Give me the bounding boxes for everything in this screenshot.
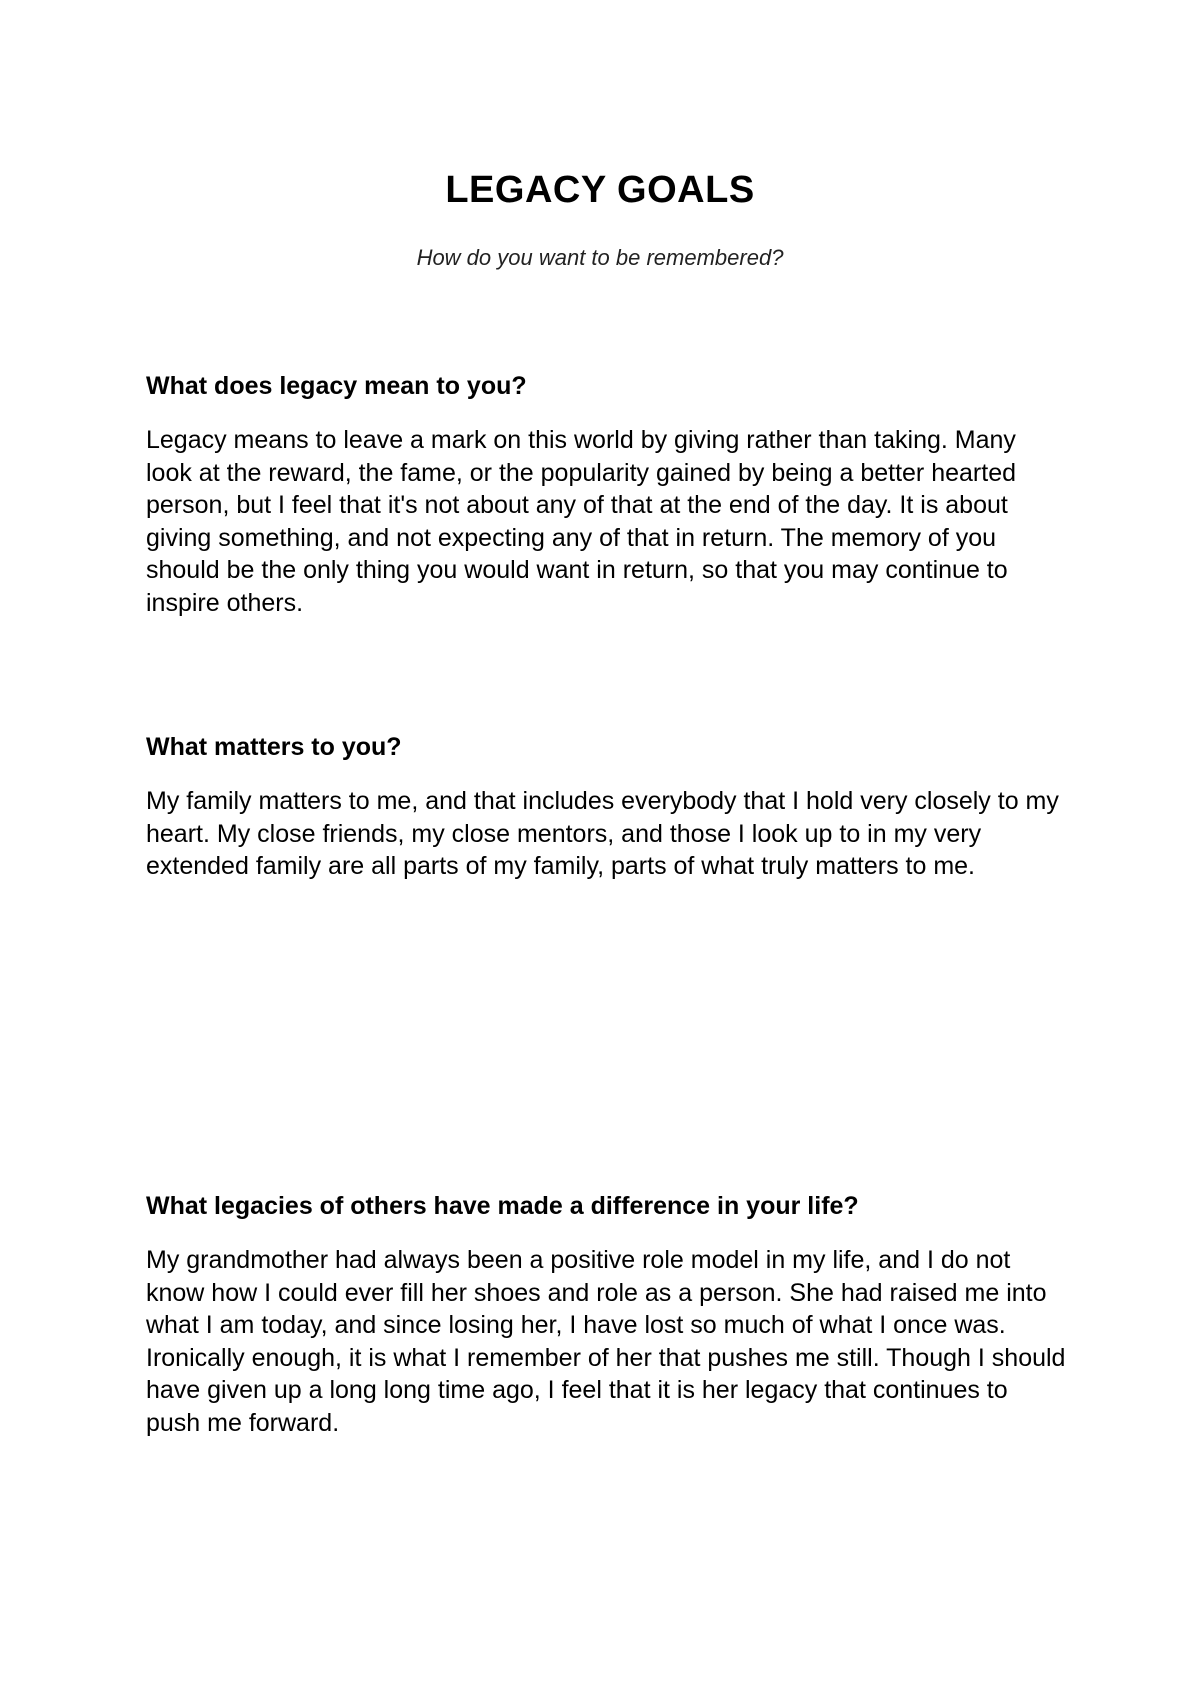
document-title: LEGACY GOALS: [445, 169, 755, 211]
section-answer: My grandmother had always been a positive role model in my life, and I do not know how I could ever fill her shoes and role as a person. She had raised me into what I am today, and since losing her, I have lost so much of what I once was. Ironically enough, it is what I remember of her that pushes me still. Though I should have given up a long long time ago, I feel that it is her legacy that continues to push me forward.: [146, 1246, 1066, 1437]
section-answer: Legacy means to leave a mark on this world by giving rather than taking. Many look at the reward, the fame, or the popularity gained by being a better hearted person, but I feel that it's not about any of that at the end of the day. It is about giving something, and not expecting any of that in return. The memory of you should be the only thing you would want in return, so that you may continue to inspire others.: [146, 426, 1016, 617]
document-subtitle: How do you want to be remembered?: [416, 245, 784, 270]
section-what-matters: [146, 731, 1066, 883]
section-answer: My family matters to me, and that includes everybody that I hold very closely to my heart. My close friends, my close mentors, and those I look up to in my very extended family are all parts of my family, parts of what truly matters to me.: [146, 787, 1059, 880]
section-question: What matters to you?: [146, 733, 402, 761]
section-question: What does legacy mean to you?: [146, 372, 527, 400]
section-question: What legacies of others have made a difference in your life?: [146, 1192, 859, 1220]
section-legacy-meaning: [146, 370, 1066, 619]
section-legacies-of-others: [146, 1190, 1066, 1439]
